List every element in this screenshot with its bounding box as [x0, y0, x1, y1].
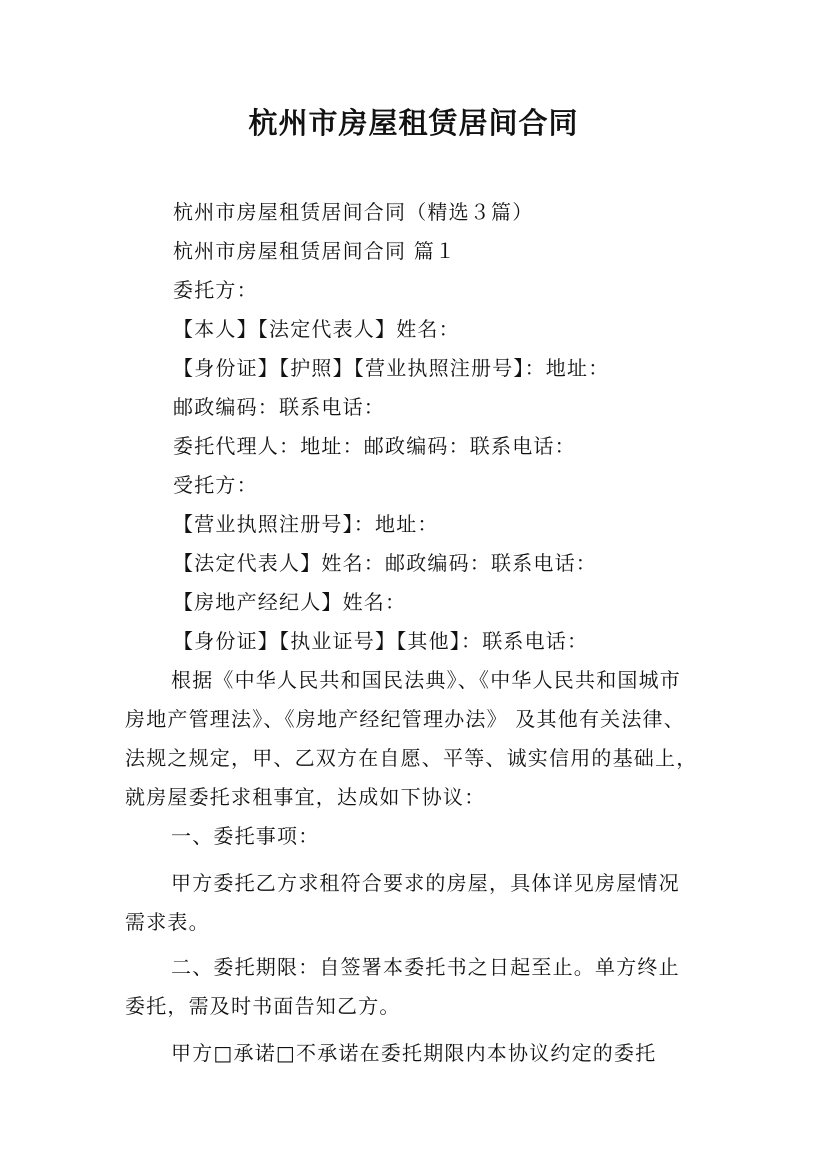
- article-two-text-line: 委托，需及时书面告知乙方。: [125, 994, 401, 1018]
- document-subtitle-line: 杭州市房屋租赁居间合同（精选３篇）: [173, 200, 534, 224]
- client-id-address-line: 【身份证】【护照】【营业执照注册号】：地址：: [173, 356, 610, 380]
- article-two-text-line: 二、委托期限：自签署本委托书之日起至止。单方终止: [171, 955, 680, 979]
- trustee-broker-id-line: 【身份证】【执业证号】【其他】：联系电话：: [173, 629, 589, 653]
- article-one-text-line: 甲方委托乙方求租符合要求的房屋，具体详见房屋情况: [171, 871, 680, 895]
- legal-basis-paragraph-line: 就房屋委托求租事宜，达成如下协议：: [125, 785, 486, 809]
- client-label-line: 委托方：: [173, 278, 258, 302]
- document-body: [125, 193, 710, 1073]
- section-heading-line: 杭州市房屋租赁居间合同 篇１: [173, 239, 457, 263]
- trustee-representative-line: 【法定代表人】姓名：邮政编码：联系电话：: [173, 551, 597, 575]
- client-postal-phone-line: 邮政编码：联系电话：: [173, 395, 385, 419]
- legal-basis-paragraph-line: 房地产管理法》、《房地产经纪管理办法》 及其他有关法律、: [125, 707, 685, 731]
- article-one-text-line: 需求表。: [125, 910, 210, 934]
- client-agent-line: 委托代理人：地址：邮政编码：联系电话：: [173, 434, 576, 458]
- trustee-broker-line: 【房地产经纪人】姓名：: [173, 590, 407, 614]
- legal-basis-paragraph-line: 法规之规定，甲、乙双方在自愿、平等、诚实信用的基础上，: [125, 746, 698, 770]
- article-one-heading-line: 一、委托事项：: [171, 824, 320, 848]
- legal-basis-paragraph-line: 根据《中华人民共和国民法典》、《中华人民共和国城市: [171, 668, 681, 692]
- client-name-line: 【本人】【法定代表人】姓名：: [173, 317, 460, 341]
- commitment-text-line: 甲方□承诺□不承诺在委托期限内本协议约定的委托: [171, 1041, 657, 1065]
- trustee-license-line: 【营业执照注册号】：地址：: [173, 512, 439, 536]
- document-title: 杭州市房屋租赁居间合同: [248, 106, 579, 140]
- trustee-label-line: 受托方：: [173, 473, 258, 497]
